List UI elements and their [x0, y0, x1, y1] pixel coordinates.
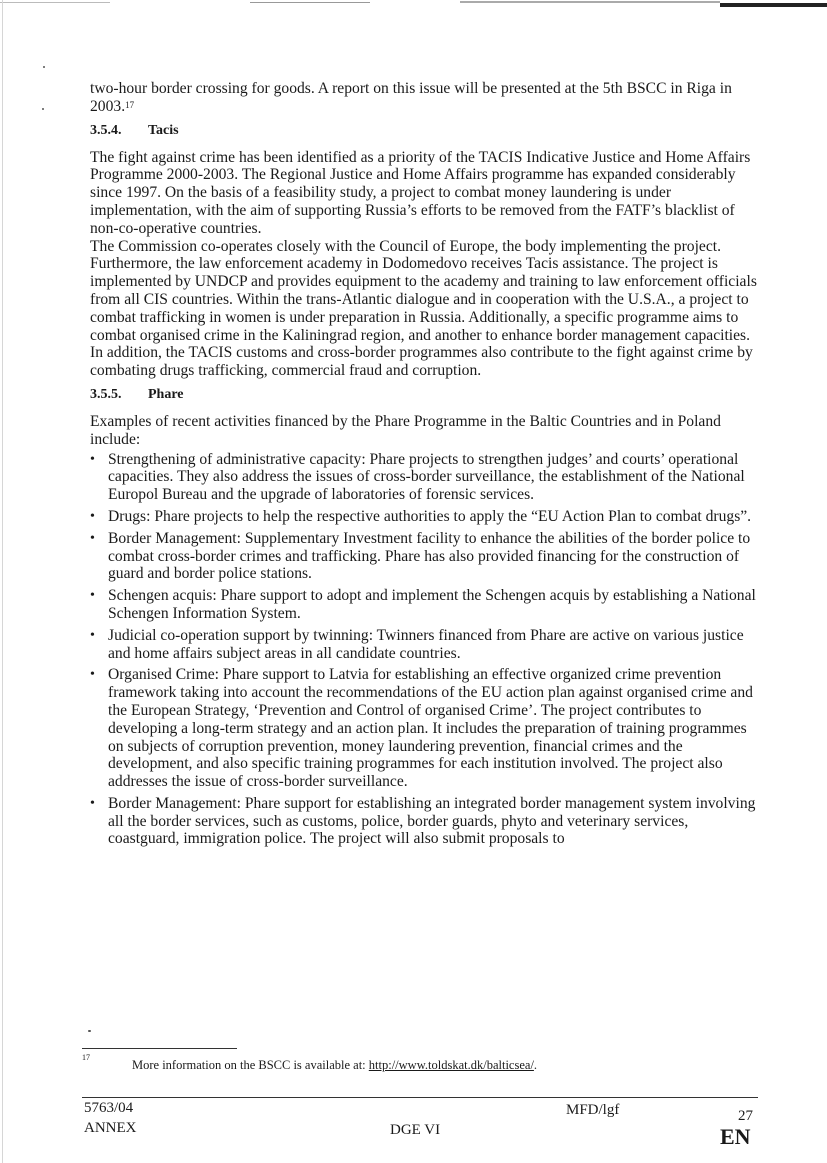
author-initials: MFD/lgf — [566, 1102, 620, 1118]
list-item: • Judicial co-operation support by twinning: Twinners financed from Phare are active on various justice and home affairs subject areas in all candidate countries. — [90, 626, 744, 662]
section-number: 3.5.4. — [90, 122, 122, 138]
list-item: • Border Management: Phare support for establishing an integrated border management system involving all the border services, such as customs, police, border guards, phyto and veterinary services, coastguard, immigration police. The project will also submit proposals to — [90, 794, 756, 848]
language-code: EN — [720, 1124, 751, 1149]
section-number: 3.5.5. — [90, 386, 122, 402]
page-footer — [0, 1100, 827, 1160]
footnote-text: More information on the BSCC is available at: http://www.toldskat.dk/balticsea/. — [132, 1058, 538, 1072]
list-item: • Drugs: Phare projects to help the respective authorities to apply the “EU Action Plan to combat drugs”. — [90, 507, 752, 525]
bullet-icon: • — [90, 451, 95, 467]
bullet-icon: • — [90, 627, 95, 643]
footnote-reference[interactable]: 17 — [125, 99, 135, 110]
section-title: Tacis — [148, 122, 179, 138]
footnote-divider — [82, 1048, 237, 1049]
footnote-number: 17 — [82, 1053, 90, 1062]
document-body — [90, 80, 762, 852]
scan-speck — [42, 108, 44, 110]
section-title: Phare — [148, 386, 184, 402]
scan-edge-top — [0, 0, 827, 8]
document-reference: 5763/04 — [84, 1100, 134, 1116]
footer-divider — [82, 1097, 758, 1098]
list-item: • Strengthening of administrative capacity: Phare projects to strengthen judges’ and courts’ operational capacities. They also address the issues of cross-border surveillance, the establishment of the National Europol Bureau and the upgrade of laboratories of forensic services. — [90, 450, 745, 504]
department-label: DGE VI — [390, 1122, 441, 1138]
phare-activities-list — [90, 451, 762, 849]
annex-label: ANNEX — [84, 1120, 137, 1136]
bullet-icon: • — [90, 508, 95, 524]
list-item: • Schengen acquis: Phare support to adopt and implement the Schengen acquis by establishing a National Schengen Information System. — [90, 587, 756, 622]
section-heading-phare — [90, 386, 762, 403]
scan-speck — [43, 66, 45, 68]
scan-speck — [88, 1030, 91, 1032]
tacis-paragraph-1: The fight against crime has been identified as a priority of the TACIS Indicative Justice and Home Affairs Programme 2000-2003. The Regional Justice and Home Affairs programme has expanded considerably since 1997. On the basis of a feasibility study, a project to combat money laundering is under implementation, with the aim of supporting Russia’s efforts to be removed from the FATF’s blacklist of non-co-operative countries. — [90, 148, 751, 237]
scan-edge-left — [2, 0, 3, 1163]
bullet-icon: • — [90, 588, 95, 604]
phare-intro: Examples of recent activities financed by the Phare Programme in the Baltic Countries and in Poland include: — [90, 412, 721, 448]
list-item: • Organised Crime: Phare support to Latvia for establishing an effective organized crime prevention framework taking into account the recommendations of the EU action plan against organised crime and the European Strategy, ‘Prevention and Control of organised Crime’. The project contributes to developing a long-term strategy and an action plan. It includes the preparation of training programmes on subjects of corruption prevention, money laundering prevention, financial crimes and the development, and also specific training programmes for each institution involved. The project also addresses the issue of cross-border surveillance. — [90, 666, 753, 791]
bullet-icon: • — [90, 667, 95, 683]
continuation-paragraph: two-hour border crossing for goods. A report on this issue will be presented at the 5th BSCC in Riga in 2003.17 — [90, 80, 732, 115]
bullet-icon: • — [90, 530, 95, 546]
section-heading-tacis — [90, 122, 762, 139]
bscc-link[interactable]: http://www.toldskat.dk/balticsea/ — [368, 1058, 534, 1072]
bullet-icon: • — [90, 795, 95, 811]
page-number: 27 — [738, 1108, 753, 1124]
tacis-paragraph-2: The Commission co-operates closely with the Council of Europe, the body implementing the project. Furthermore, the law enforcement academy in Dodomedovo receives Tacis assistance. The project is implemented by UNDCP and provides equipment to the academy and training to law enforcement officials from all CIS countries. Within the trans-Atlantic dialogue and in cooperation with the U.S.A., a project to combat trafficking in women is under preparation in Russia. Additionally, a specific programme aims to combat organised crime in the Kaliningrad region, and another to enhance border management capacities. In addition, the TACIS customs and cross-border programmes also contribute to the fight against crime by combating drugs trafficking, commercial fraud and corruption. — [90, 237, 757, 380]
list-item: • Border Management: Supplementary Investment facility to enhance the abilities of the border police to combat cross-border crimes and trafficking. Phare has also provided financing for the construction of guard and border police stations. — [90, 529, 751, 583]
